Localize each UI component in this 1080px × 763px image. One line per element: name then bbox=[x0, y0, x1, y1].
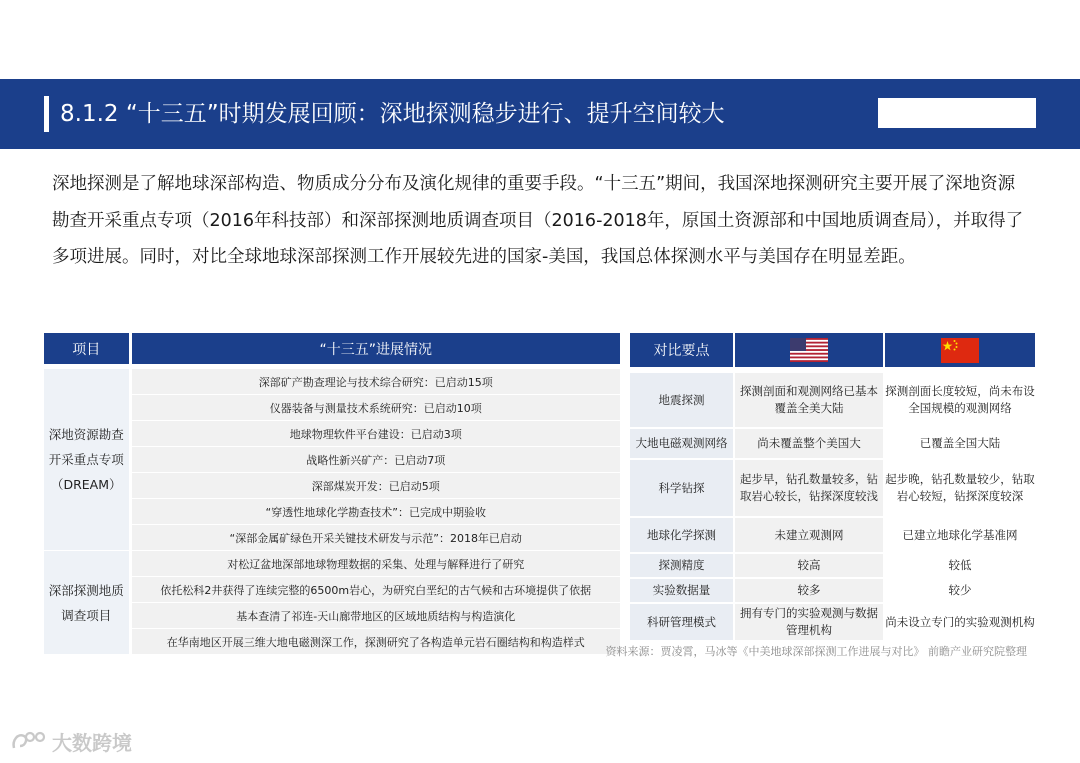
china-value: 较少 bbox=[884, 578, 1035, 603]
table-row bbox=[44, 499, 620, 525]
us-value: 未建立观测网 bbox=[734, 517, 884, 553]
us-value: 拥有专门的实验观测与数据管理机构 bbox=[734, 603, 884, 641]
column-header-progress: “十三五”进展情况 bbox=[130, 333, 620, 364]
watermark-logo-icon bbox=[10, 728, 48, 754]
progress-item: 在华南地区开展三维大地电磁测深工作，探测研究了各构造单元岩石圈结构和构造样式 bbox=[130, 629, 620, 655]
progress-table bbox=[44, 333, 620, 655]
table-row bbox=[630, 372, 1035, 428]
column-header-us bbox=[734, 333, 884, 367]
progress-item: 地球物理软件平台建设：已启动3项 bbox=[130, 421, 620, 447]
china-flag-icon bbox=[941, 338, 979, 363]
table-row bbox=[44, 421, 620, 447]
china-value: 较低 bbox=[884, 553, 1035, 578]
us-value: 较高 bbox=[734, 553, 884, 578]
progress-item: 依托松科2井获得了连续完整的6500m岩心，为研究白垩纪的古气候和古环境提供了依据 bbox=[130, 577, 620, 603]
table-row bbox=[44, 551, 620, 577]
comparison-label: 地震探测 bbox=[630, 372, 734, 428]
page-title: 8.1.2 “十三五”时期发展回顾：深地探测稳步进行、提升空间较大 bbox=[60, 101, 725, 127]
comparison-label: 地球化学探测 bbox=[630, 517, 734, 553]
table-row bbox=[44, 629, 620, 655]
progress-item: 仪器装备与测量技术系统研究：已启动10项 bbox=[130, 395, 620, 421]
table-row bbox=[44, 525, 620, 551]
table-row bbox=[630, 603, 1035, 641]
us-value: 较多 bbox=[734, 578, 884, 603]
category-label: 深部探测地质调查项目 bbox=[48, 582, 124, 623]
column-header-comparison: 对比要点 bbox=[630, 333, 734, 367]
progress-item: “穿透性地球化学勘查技术”：已完成中期验收 bbox=[130, 499, 620, 525]
comparison-table bbox=[630, 333, 1035, 642]
table-row bbox=[44, 577, 620, 603]
china-value: 尚未设立专门的实验观测机构 bbox=[884, 603, 1035, 641]
progress-item: “深部金属矿绿色开采关键技术研发与示范”：2018年已启动 bbox=[130, 525, 620, 551]
category-dream bbox=[44, 369, 130, 551]
us-value: 尚未覆盖整个美国大 bbox=[734, 428, 884, 459]
comparison-label: 大地电磁观测网络 bbox=[630, 428, 734, 459]
source-note: 资料来源：贾凌霄，马冰等《中美地球深部探测工作进展与对比》 前瞻产业研究院整理 bbox=[605, 645, 1027, 658]
us-flag-icon bbox=[790, 338, 828, 362]
china-value: 起步晚，钻孔数量较少，钻取岩心较短，钻探深度较深 bbox=[884, 459, 1035, 517]
china-value: 已建立地球化学基准网 bbox=[884, 517, 1035, 553]
table-row bbox=[44, 395, 620, 421]
table-row bbox=[630, 517, 1035, 553]
comparison-label: 实验数据量 bbox=[630, 578, 734, 603]
header-blank-box bbox=[878, 98, 1036, 128]
intro-paragraph: 深地探测是了解地球深部构造、物质成分分布及演化规律的重要手段。“十三五”期间，我国深地探测研究主要开展了深地资源勘查开采重点专项（2016年科技部）和深部探测地质调查项目（2016-2018年，原国土资源部和中国地质调查局），并取得了多项进展。同时，对比全球地球深部探测工作开展较先进的国家-美国，我国总体探测水平与美国存在明显差距。 bbox=[52, 174, 1024, 267]
table-row bbox=[44, 369, 620, 395]
progress-item: 深部矿产勘查理论与技术综合研究：已启动15项 bbox=[130, 369, 620, 395]
progress-item: 基本查清了祁连-天山廊带地区的区域地质结构与构造演化 bbox=[130, 603, 620, 629]
progress-item: 战略性新兴矿产：已启动7项 bbox=[130, 447, 620, 473]
china-value: 探测剖面长度较短，尚未布设全国规模的观测网络 bbox=[884, 372, 1035, 428]
progress-item: 深部煤炭开发：已启动5项 bbox=[130, 473, 620, 499]
table-row bbox=[630, 428, 1035, 459]
category-deep-survey bbox=[44, 551, 130, 655]
watermark-text: 大数跨境 bbox=[52, 730, 132, 755]
comparison-label: 科学钻探 bbox=[630, 459, 734, 517]
column-header-china bbox=[884, 333, 1035, 367]
column-header-item: 项目 bbox=[44, 333, 130, 364]
table-row bbox=[630, 553, 1035, 578]
table-row bbox=[44, 603, 620, 629]
table-row bbox=[44, 473, 620, 499]
watermark bbox=[10, 724, 132, 758]
table-row bbox=[630, 459, 1035, 517]
us-value: 起步早，钻孔数量较多，钻取岩心较长，钻探深度较浅 bbox=[734, 459, 884, 517]
progress-item: 对松辽盆地深部地球物理数据的采集、处理与解释进行了研究 bbox=[130, 551, 620, 577]
category-label: 深地资源勘查开采重点专项（DREAM） bbox=[48, 427, 124, 492]
china-value: 已覆盖全国大陆 bbox=[884, 428, 1035, 459]
comparison-label: 科研管理模式 bbox=[630, 603, 734, 641]
header-accent bbox=[44, 96, 49, 132]
us-value: 探测剖面和观测网络已基本覆盖全美大陆 bbox=[734, 372, 884, 428]
table-row bbox=[44, 447, 620, 473]
comparison-label: 探测精度 bbox=[630, 553, 734, 578]
table-row bbox=[630, 578, 1035, 603]
